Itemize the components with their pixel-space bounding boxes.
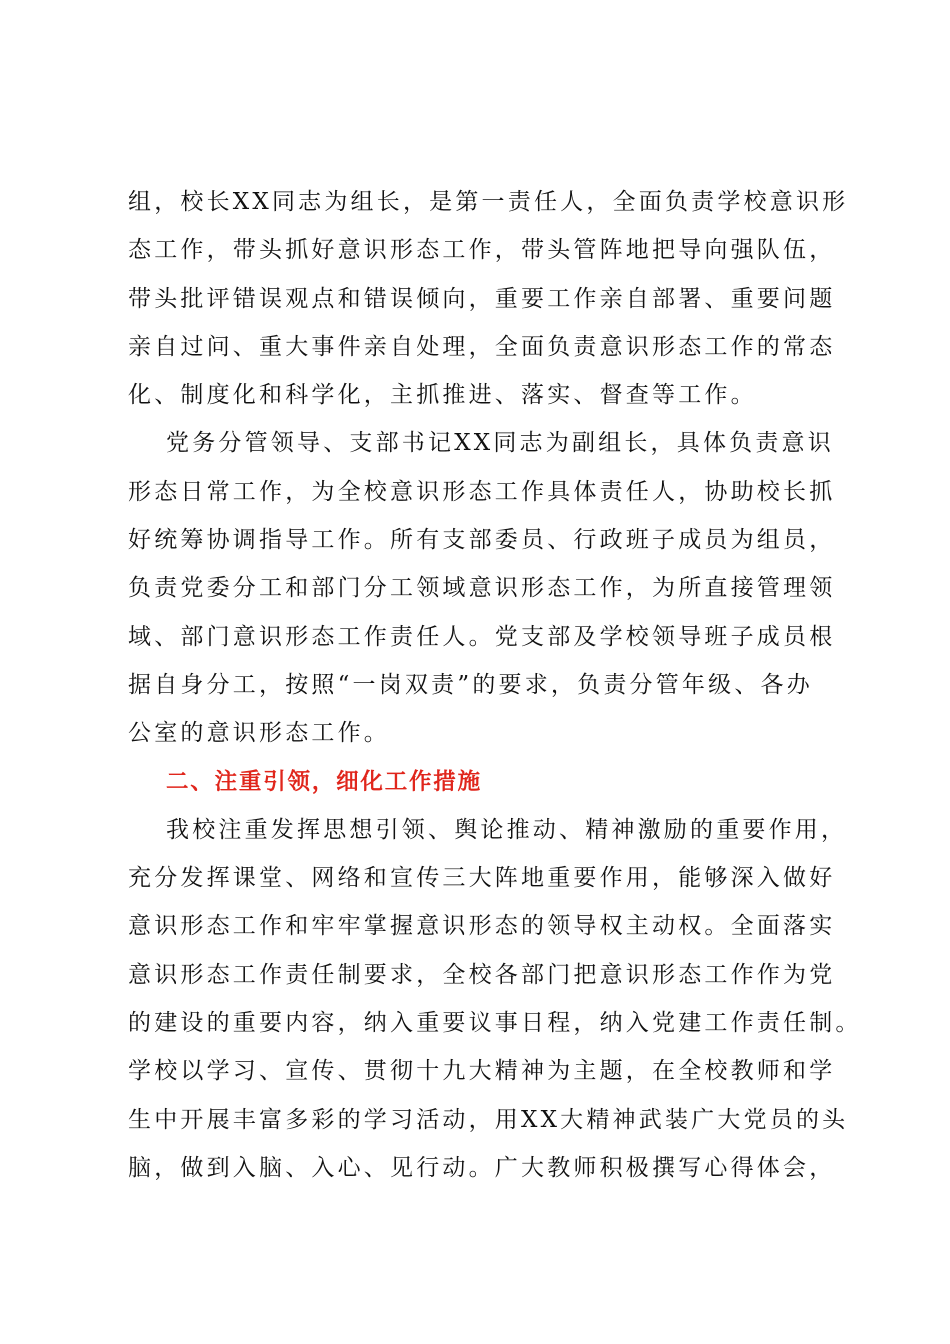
text-line: 生中开展丰富多彩的学习活动，用XX大精神武装广大党员的头 <box>128 1106 849 1133</box>
text-line: 意识形态工作责任制要求，全校各部门把意识形态工作作为党 <box>128 961 836 988</box>
paragraph-1 <box>128 178 849 419</box>
text-line: 化、制度化和科学化，主抓推进、落实、督查等工作。 <box>128 382 757 409</box>
text-line: 组，校长XX同志为组长，是第一责任人，全面负责学校意识形 <box>128 189 849 215</box>
text-line: 好统筹协调指导工作。所有支部委员、行政班子成员为组员， <box>128 527 836 554</box>
text-line: 态工作，带头抓好意识形态工作，带头管阵地把导向强队伍， <box>128 237 836 264</box>
text-line: 脑，做到入脑、入心、见行动。广大教师积极撰写心得体会， <box>128 1154 836 1181</box>
text-line: 意识形态工作和牢牢掌握意识形态的领导权主动权。全面落实 <box>128 913 836 940</box>
text-line: 我校注重发挥思想引领、舆论推动、精神激励的重要作用， <box>166 816 848 843</box>
text-line: 的建设的重要内容，纳入重要议事日程，纳入党建工作责任制。 <box>128 1010 862 1037</box>
text-line: 亲自过问、重大事件亲自处理，全面负责意识形态工作的常态 <box>128 333 836 360</box>
text-line: 形态日常工作，为全校意识形态工作具体责任人，协助校长抓 <box>128 478 836 505</box>
text-line: 据自身分工，按照“一岗双责”的要求，负责分管年级、各办 <box>128 671 813 698</box>
document-body <box>128 178 862 1192</box>
paragraph-2 <box>128 419 836 757</box>
text-line: 域、部门意识形态工作责任人。党支部及学校领导班子成员根 <box>128 623 836 650</box>
text-line: 充分发挥课堂、网络和宣传三大阵地重要作用，能够深入做好 <box>128 865 836 892</box>
text-line: 带头批评错误观点和错误倾向，重要工作亲自部署、重要问题 <box>128 285 836 312</box>
text-line: 公室的意识形态工作。 <box>128 720 390 747</box>
section-heading: 二、注重引领，细化工作措施 <box>166 768 482 795</box>
paragraph-3 <box>128 806 862 1192</box>
text-line: 负责党委分工和部门分工领域意识形态工作，为所直接管理领 <box>128 575 836 602</box>
text-line: 学校以学习、宣传、贯彻十九大精神为主题，在全校教师和学 <box>128 1058 836 1085</box>
text-line: 党务分管领导、支部书记XX同志为副组长，具体负责意识 <box>166 430 834 457</box>
